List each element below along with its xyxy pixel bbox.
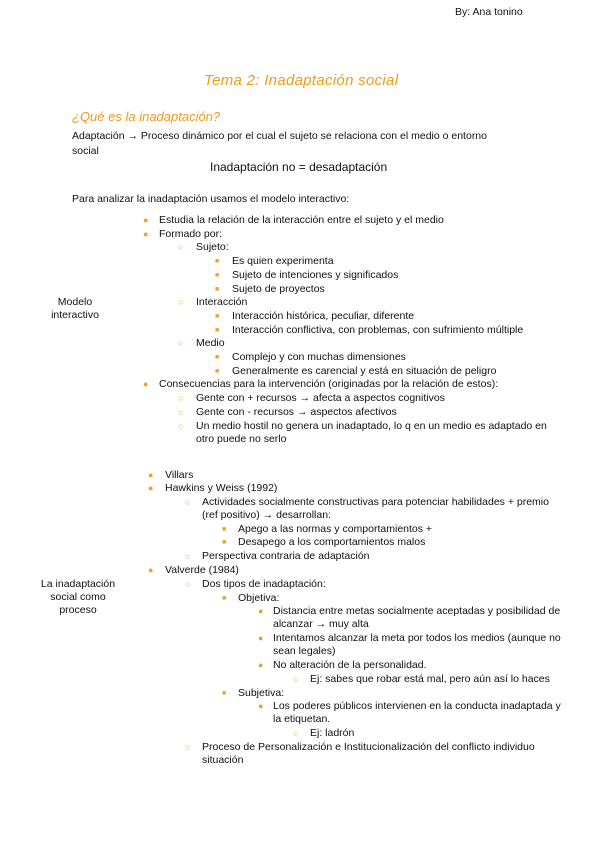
list-item: Medio (196, 337, 225, 349)
bullet-circle-icon: ○ (185, 551, 191, 561)
bullet-square-icon: ■ (215, 368, 220, 375)
bullet-square-icon: ■ (222, 526, 227, 533)
intro-text: Para analizar la inadaptación usamos el modelo interactivo: (72, 193, 350, 205)
list-item: No alteración de la personalidad. (273, 659, 427, 671)
section-label-modelo-interactivo: Modelo interactivo (51, 296, 99, 321)
list-item: Es quien experimenta (232, 255, 334, 267)
list-item: Los poderes públicos intervienen en la conducta inadaptada y (273, 700, 561, 712)
list-item: Interacción conflictiva, con problemas, con sufrimiento múltiple (232, 324, 524, 336)
bullet-dot-icon: ● (148, 470, 154, 480)
bullet-square-icon: ■ (215, 327, 220, 334)
list-item-continuation: sean legales) (273, 645, 336, 657)
bullet-square-icon: ■ (215, 354, 220, 361)
bullet-dot-icon: ● (258, 633, 264, 643)
bullet-circle-icon: ○ (185, 497, 191, 507)
list-item: Desapego a los comportamientos malos (238, 536, 426, 548)
bullet-dot-icon: ● (258, 701, 264, 711)
bullet-dot-icon: ● (148, 483, 154, 493)
bullet-dot-icon: ● (143, 379, 149, 389)
list-item-continuation: la etiquetan. (273, 713, 331, 725)
list-item: Sujeto de proyectos (232, 283, 325, 295)
definition-line-2: social (72, 145, 99, 157)
author-credit: By: Ana tonino (455, 6, 523, 18)
list-item: Interacción histórica, peculiar, diferente (232, 310, 415, 322)
list-item: Un medio hostil no genera un inadaptado, lo q en un medio es adaptado en (196, 420, 547, 432)
list-item-continuation: otro puede no serlo (196, 433, 287, 445)
bullet-circle-icon: ○ (178, 297, 184, 307)
list-item: Dos tipos de inadaptación: (202, 578, 326, 590)
list-item: Gente con + recursos → afecta a aspectos cognitivos (196, 392, 445, 404)
definition-line-1: Adaptación → Proceso dinámico por el cual el sujeto se relaciona con el medio o entorno (72, 130, 487, 142)
list-item-continuation: alcanzar → muy alta (273, 618, 369, 630)
list-item: Proceso de Personalización e Institucionalización del conflicto individuo (202, 741, 535, 753)
list-item: Hawkins y Weiss (1992) (165, 482, 278, 494)
list-item: Perspectiva contraria de adaptación (202, 550, 370, 562)
list-item: Interacción (196, 296, 248, 308)
list-item: Objetiva: (238, 592, 280, 604)
section-question: ¿Qué es la inadaptación? (72, 109, 221, 124)
list-item: Estudia la relación de la interacción entre el sujeto y el medio (159, 214, 444, 226)
list-item: Generalmente es carencial y está en situación de peligro (232, 365, 497, 377)
bullet-circle-icon: ○ (293, 674, 299, 684)
bullet-circle-icon: ○ (293, 728, 299, 738)
list-item: Gente con - recursos → aspectos afectivos (196, 406, 397, 418)
bullet-dot-icon: ● (148, 565, 154, 575)
list-item: Complejo y con muchas dimensiones (232, 351, 406, 363)
bullet-square-icon: ■ (215, 313, 220, 320)
list-item: Sujeto: (196, 241, 229, 253)
bullet-dot-icon: ● (143, 229, 149, 239)
bullet-square-icon: ■ (215, 258, 220, 265)
list-item: Ej: sabes que robar está mal, pero aún así lo haces (310, 673, 550, 685)
list-item: Subjetiva: (238, 687, 285, 699)
bullet-circle-icon: ○ (178, 393, 184, 403)
list-item: Ej: ladrón (310, 727, 355, 739)
page-title: Tema 2: Inadaptación social (204, 72, 399, 89)
bullet-circle-icon: ○ (185, 579, 191, 589)
bullet-circle-icon: ○ (178, 338, 184, 348)
bullet-square-icon: ■ (222, 690, 227, 697)
bullet-circle-icon: ○ (178, 421, 184, 431)
list-item: Apego a las normas y comportamientos + (238, 523, 433, 535)
list-item: Valverde (1984) (165, 564, 239, 576)
bullet-square-icon: ■ (215, 286, 220, 293)
list-item-continuation: (ref positivo) → desarrollan: (202, 509, 331, 521)
bullet-dot-icon: ● (143, 215, 149, 225)
list-item: Distancia entre metas socialmente aceptadas y posibilidad de (273, 605, 561, 617)
bullet-dot-icon: ● (258, 606, 264, 616)
bullet-square-icon: ■ (215, 272, 220, 279)
section-label-inadaptacion-proceso: La inadaptación social como proceso (40, 578, 116, 616)
bullet-square-icon: ■ (222, 595, 227, 602)
list-item: Intentamos alcanzar la meta por todos los medios (aunque no (273, 632, 561, 644)
list-item: Villars (165, 469, 194, 481)
statement: Inadaptación no = desadaptación (210, 160, 388, 174)
list-item: Actividades socialmente constructivas para potenciar habilidades + premio (202, 496, 549, 508)
list-item: Consecuencias para la intervención (originadas por la relación de estos): (159, 378, 499, 390)
bullet-dot-icon: ● (258, 660, 264, 670)
bullet-circle-icon: ○ (178, 407, 184, 417)
list-item-continuation: situación (202, 754, 244, 766)
bullet-circle-icon: ○ (178, 242, 184, 252)
list-item: Sujeto de intenciones y significados (232, 269, 399, 281)
bullet-circle-icon: ○ (185, 742, 191, 752)
bullet-square-icon: ■ (222, 539, 227, 546)
list-item: Formado por: (159, 228, 223, 240)
